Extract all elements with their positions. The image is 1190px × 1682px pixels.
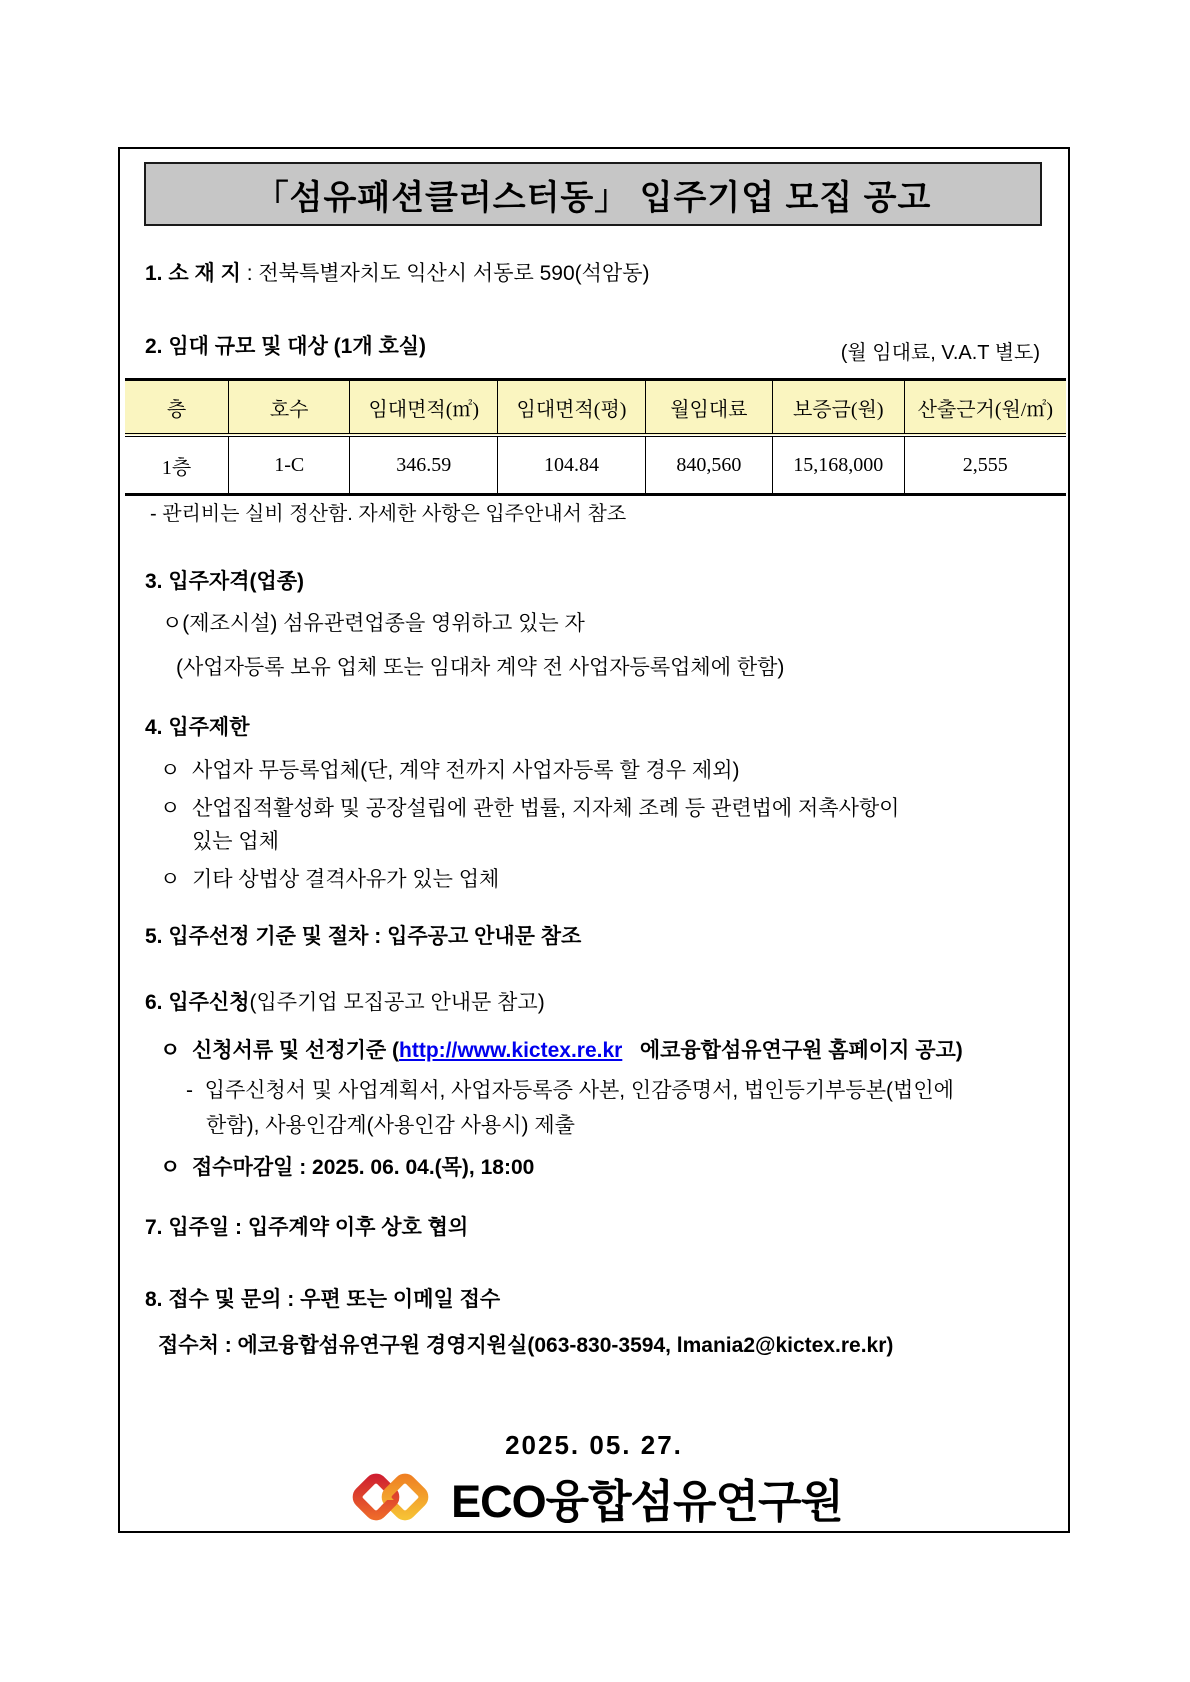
org-logo: [120, 1462, 1068, 1532]
section-7-heading: 7. 입주일 : 입주계약 이후 상호 협의: [145, 1216, 469, 1239]
title-bar: [144, 162, 1042, 226]
table-footnote: - 관리비는 실비 정산함. 자세한 사항은 입주안내서 참조: [150, 503, 627, 525]
application-docs-label: ㅇ 신청서류 및 선정기준 (: [160, 1039, 400, 1062]
col-header-deposit: 보증금(원): [772, 380, 904, 436]
rent-table-header-row: [125, 380, 1066, 436]
col-header-unit: 호수: [229, 380, 350, 436]
section-4-heading: 4. 입주제한: [145, 716, 250, 739]
section-6-label-rest: (입주기업 모집공고 안내문 참고): [249, 991, 545, 1014]
cell-monthly-rent: 840,560: [645, 435, 772, 495]
page-title: 「섬유패션클러스터동」 입주기업 모집 공고: [254, 178, 932, 217]
col-header-area-m2: 임대면적(㎡): [350, 380, 498, 436]
rent-table: [125, 378, 1066, 496]
section-3-item-1: ㅇ(제조시설) 섬유관련업종을 영위하고 있는 자: [162, 612, 585, 635]
section-4-item-2: ㅇ 산업집적활성화 및 공장설립에 관한 법률, 지자체 조례 등 관련법에 저촉사항이: [160, 797, 900, 820]
cell-floor: 1층: [161, 456, 192, 479]
section-4-item-1: ㅇ 사업자 무등록업체(단, 계약 전까지 사업자등록 할 경우 제외): [160, 759, 740, 782]
logo-diamond-right: [384, 1476, 426, 1518]
section-2-heading: 2. 임대 규모 및 대상 (1개 호실): [145, 335, 427, 358]
section-5-heading: 5. 입주선정 기준 및 절차 : 입주공고 안내문 참조: [145, 925, 582, 948]
col-header-floor: 층: [125, 380, 229, 436]
vat-note: (월 임대료, V.A.T 별도): [840, 342, 1040, 364]
table-row: [125, 435, 1066, 495]
col-header-area-pyeong: 임대면적(평): [498, 380, 646, 436]
eco-diamonds-icon: [345, 1462, 441, 1532]
col-header-monthly-rent: 월임대료: [645, 380, 772, 436]
col-header-basis: 산출근거(원/㎡): [904, 380, 1066, 436]
section-6-item-2-deadline: ㅇ 접수마감일 : 2025. 06. 04.(목), 18:00: [160, 1156, 535, 1179]
section-6-label: 6. 입주신청: [145, 991, 250, 1014]
application-docs-label-post: 에코융합섬유연구원 홈페이지 공고): [622, 1039, 963, 1062]
announcement-date: 2025. 05. 27.: [505, 1430, 683, 1460]
section-1-line: [145, 259, 649, 289]
section-3-item-1-cont: (사업자등록 보유 업체 또는 임대차 계약 전 사업자등록업체에 한함): [176, 656, 785, 679]
section-4-item-2-cont: 있는 업체: [192, 830, 279, 853]
org-name: ECO융합섬유연구원: [451, 1475, 843, 1527]
section-6-item-1a: - 입주신청서 및 사업계획서, 사업자등록증 사본, 인감증명서, 법인등기부등본(법인에: [186, 1079, 954, 1102]
cell-deposit: 15,168,000: [772, 435, 904, 495]
section-1-text: : 전북특별자치도 익산시 서동로 590(석암동): [240, 262, 650, 285]
section-6-heading: [145, 988, 545, 1018]
cell-area-pyeong: 104.84: [498, 435, 646, 495]
cell-area-m2: 346.59: [350, 435, 498, 495]
kictex-website-link[interactable]: http://www.kictex.re.kr: [399, 1039, 623, 1062]
cell-basis: 2,555: [904, 435, 1066, 495]
section-1-label: 1. 소 재 지: [145, 262, 241, 285]
section-8-contact: 접수처 : 에코융합섬유연구원 경영지원실(063-830-3594, lmania2@kictex.re.kr): [158, 1334, 894, 1357]
section-8-heading: 8. 접수 및 문의 : 우편 또는 이메일 접수: [145, 1288, 501, 1311]
document-frame: [118, 147, 1070, 1533]
cell-unit: 1-C: [229, 435, 350, 495]
section-4-item-3: ㅇ 기타 상법상 결격사유가 있는 업체: [160, 868, 500, 891]
section-3-heading: 3. 입주자격(업종): [145, 570, 305, 593]
section-6-item-1: [160, 1036, 963, 1066]
section-6-item-1b: 한함), 사용인감계(사용인감 사용시) 제출: [206, 1114, 575, 1137]
